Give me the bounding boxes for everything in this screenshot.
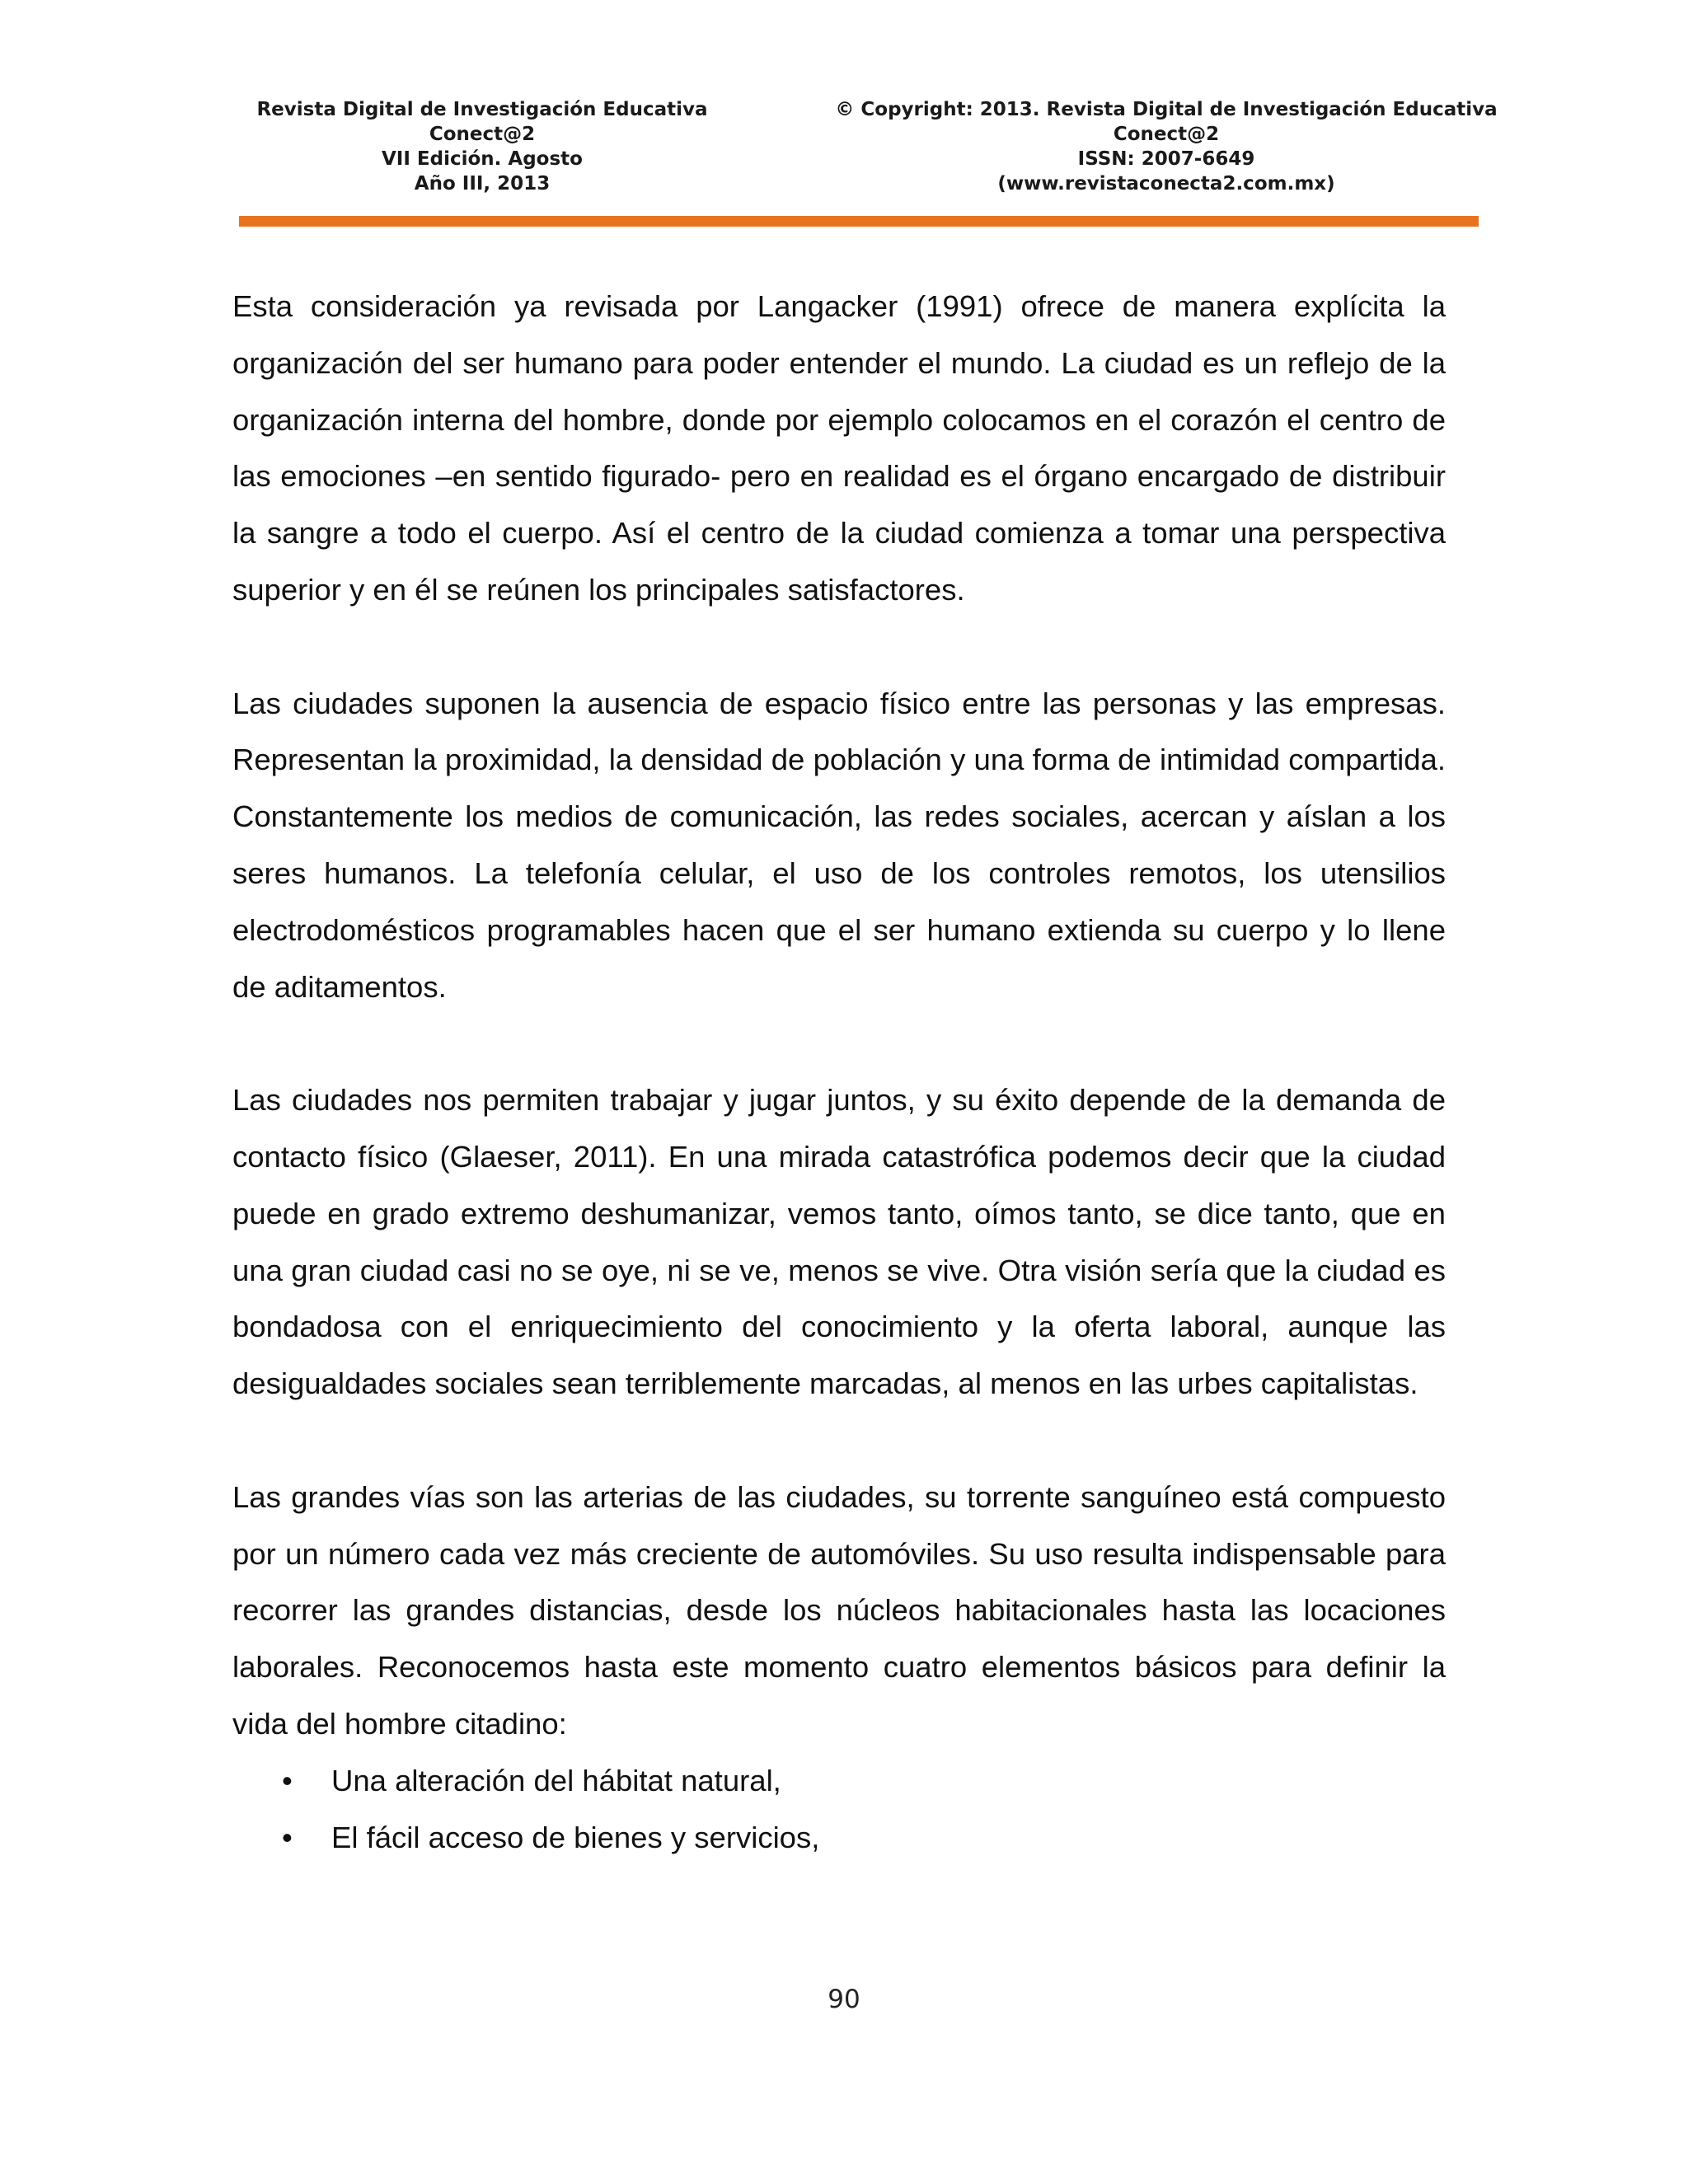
journal-title: Revista Digital de Investigación Educativa — [256, 99, 708, 120]
paragraph: Las grandes vías son las arterias de las ciudades, su torrente sanguíneo está compuesto por un número cada vez más creciente de automóviles. Su uso resulta indispensable para recorrer las grandes distancias, desde los núcleos habitacionales hasta las locaciones laborales. Reconocemos hasta este momento cuatro elementos básicos para definir la vida del hombre citadino: — [232, 1479, 1446, 1741]
paragraph: Las ciudades suponen la ausencia de espacio físico entre las personas y las empresas. Representan la proximidad, la densidad de población y una forma de intimidad compartida. Constantemente los medios de comunicación, las redes sociales, acercan y aíslan a los seres humanos. La telefonía celular, el uso de los controles remotos, los utensilios electrodomésticos programables hacen que el ser humano extienda su cuerpo y lo llene de aditamentos. — [232, 686, 1446, 1004]
list-item-text: El fácil acceso de bienes y servicios, — [331, 1820, 820, 1854]
journal-name: Conect@2 — [429, 124, 536, 145]
header-divider — [239, 216, 1479, 227]
edition-label: VII Edición. Agosto — [382, 148, 583, 170]
journal-name-right: Conect@2 — [1113, 124, 1220, 145]
journal-header-right — [816, 97, 1517, 196]
issn-label: ISSN: 2007-6649 — [1077, 148, 1255, 170]
bullet-icon: • — [282, 1763, 293, 1797]
paragraph: Esta consideración ya revisada por Langacker (1991) ofrece de manera explícita la organización del ser humano para poder entender el mundo. La ciudad es un reflejo de la organización interna del hombre, donde por ejemplo colocamos en el corazón el centro de las emociones –en sentido figurado- pero en realidad es el órgano encargado de distribuir la sangre a todo el cuerpo. Así el centro de la ciudad comienza a tomar una perspectiva superior y en él se reúnen los principales satisfactores. — [232, 289, 1446, 607]
copyright-notice: © Copyright: 2013. Revista Digital de Investigación Educativa — [835, 99, 1498, 120]
article-body — [232, 279, 1446, 1866]
bullet-icon: • — [282, 1820, 293, 1854]
page-number: 90 — [828, 1985, 860, 2014]
journal-header-left — [247, 97, 717, 196]
bullet-list — [232, 1753, 1446, 1867]
paragraph: Las ciudades nos permiten trabajar y jugar juntos, y su éxito depende de la demanda de contacto físico (Glaeser, 2011). En una mirada catastrófica podemos decir que la ciudad puede en grado extremo deshumanizar, vemos tanto, oímos tanto, se dice tanto, que en una gran ciudad casi no se oye, ni se ve, menos se vive. Otra visión sería que la ciudad es bondadosa con el enriquecimiento del conocimiento y la oferta laboral, aunque las desigualdades sociales sean terriblemente marcadas, al menos en las urbes capitalistas. — [232, 1083, 1446, 1401]
website-url: (www.revistaconecta2.com.mx) — [997, 173, 1335, 194]
list-item-text: Una alteración del hábitat natural, — [331, 1763, 781, 1797]
year-label: Año III, 2013 — [414, 173, 551, 194]
list-item — [232, 1810, 1446, 1867]
list-item — [232, 1753, 1446, 1810]
